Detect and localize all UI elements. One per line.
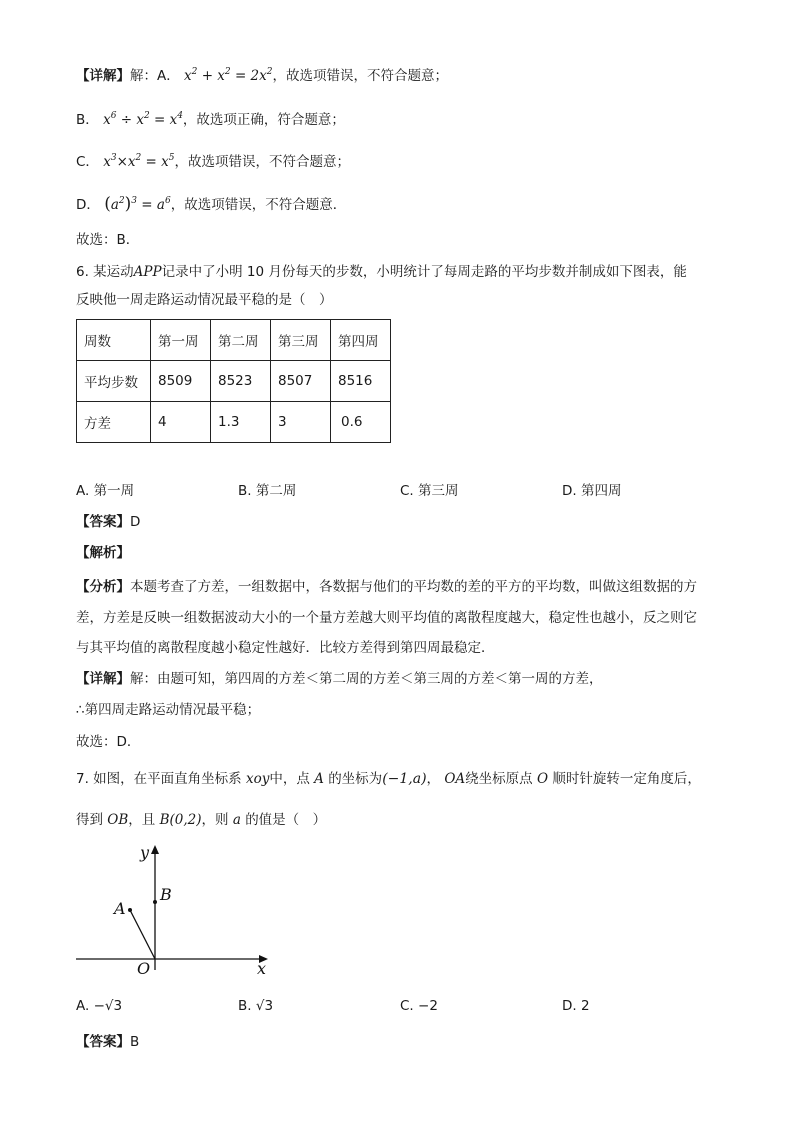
q7-option-a: A. −√3	[76, 998, 123, 1014]
q7-stem-2c: ，则	[201, 812, 229, 828]
y-axis-arrow-icon	[151, 845, 159, 854]
q7-stem-1e: 绕坐标原点	[465, 771, 533, 787]
fenxi-tag: 【分析】	[76, 579, 130, 595]
q6-analysis-line-2: 差，方差是反映一组数据波动大小的一个量方差越大则平均值的离散程度越大，稳定性也越小，反之则它	[76, 610, 697, 626]
q5-detail-line-d	[76, 194, 346, 215]
q6-detail-1: 解：由题可知，第四周的方差＜第二周的方差＜第三周的方差＜第一周的方差，	[130, 671, 603, 687]
q7-stem-1f: 顺时针旋转一定角度后，	[552, 771, 701, 787]
q7-option-c: C. −2	[400, 998, 438, 1014]
table-row	[77, 361, 391, 402]
answer-tag: 【答案】	[76, 514, 130, 530]
q6-analysis-1: 本题考查了方差，一组数据中，各数据与他们的平均数的差的平方的平均数，叫做这组数据的方	[130, 579, 697, 595]
q7-math-xoy: xoy	[245, 771, 270, 787]
q5-detail-line-c	[76, 152, 350, 172]
q6-stem-1a: 6. 某运动	[76, 264, 134, 280]
table-header-cell: 第二周	[211, 320, 271, 361]
q5-line-a-prefix: 解：A．	[130, 68, 180, 84]
q6-analysis-line-1	[76, 577, 697, 597]
q6-stem-app: APP	[133, 264, 162, 280]
y-axis-label: y	[140, 843, 150, 862]
q7-stem-1b: 中，点	[269, 771, 310, 787]
q7-math-oa: OA	[444, 771, 466, 787]
table-cell: 3	[271, 402, 331, 443]
q7-math-coord-a: (−1,a)	[382, 771, 427, 787]
q7-math-ob: OB	[107, 812, 129, 828]
q6-choose: 故选：D．	[76, 734, 141, 750]
q6-answer-line	[76, 512, 140, 532]
q5-formula-d: $(a^2)^3 = a^6$	[104, 194, 171, 214]
answer-tag: 【答案】	[76, 1034, 130, 1050]
q6-option-a: A. 第一周	[76, 483, 135, 499]
q7-stem-2b: ，且	[128, 812, 156, 828]
table-cell: 4	[151, 402, 211, 443]
q5-line-a-suffix: ，故选项错误，不符合题意；	[272, 68, 448, 84]
q6-answer: D	[130, 514, 141, 530]
table-header-cell: 第三周	[271, 320, 331, 361]
q5-line-c-prefix: C．	[76, 154, 99, 170]
q7-coordinate-figure	[70, 840, 290, 980]
q5-formula-c: $x^3\times x^2 = x^5$	[103, 153, 175, 170]
q5-line-c-suffix: ，故选项错误，不符合题意；	[174, 154, 351, 170]
q5-line-b-prefix: B．	[76, 112, 99, 128]
analysis-tag: 【解析】	[76, 545, 130, 561]
table-cell: 8507	[271, 361, 331, 402]
q5-line-d-suffix: ，故选项错误，不符合题意．	[170, 197, 347, 213]
table-row	[77, 320, 391, 361]
q7-math-a-point: A	[314, 771, 324, 787]
q6-steps-table	[76, 319, 391, 443]
table-header-cell: 第一周	[151, 320, 211, 361]
origin-label: O	[137, 959, 151, 978]
q7-math-o: O	[536, 771, 549, 787]
x-axis-label: x	[257, 959, 267, 978]
point-a-label: A	[114, 899, 126, 918]
q7-stem-line-2	[76, 810, 326, 830]
q7-stem-1c: 的坐标为	[328, 771, 383, 787]
point-b-label: B	[160, 885, 172, 904]
table-cell: 1.3	[211, 402, 271, 443]
table-row	[77, 402, 391, 443]
detail-tag: 【详解】	[76, 671, 130, 687]
q5-formula-b: $x^6 \div x^2 = x^4$	[103, 111, 183, 128]
table-cell: 8523	[211, 361, 271, 402]
table-cell: 8509	[151, 361, 211, 402]
q7-answer-line	[76, 1032, 139, 1052]
q6-option-c: C. 第三周	[400, 483, 459, 499]
q7-stem-line-1	[76, 769, 701, 789]
table-header-cell: 第四周	[331, 320, 391, 361]
segment-oa	[130, 910, 155, 959]
q7-answer: B	[130, 1034, 140, 1050]
q5-line-d-prefix: D．	[76, 197, 100, 213]
q6-stem-1b: 记录中了小明 10 月份每天的步数，小明统计了每周走路的平均步数并制成如下图表，能	[161, 264, 687, 280]
table-cell: 0.6	[331, 402, 391, 443]
table-cell: 8516	[331, 361, 391, 402]
q6-stem-line-1	[76, 262, 687, 282]
q7-stem-1d: ，	[426, 771, 441, 787]
q6-option-b: B. 第二周	[238, 483, 297, 499]
q7-option-d: D. 2	[562, 998, 590, 1014]
q5-detail-line-a	[76, 66, 448, 86]
q6-analysis-line-3: 与其平均值的离散程度越小稳定性越好．比较方差得到第四周最稳定．	[76, 640, 495, 656]
q6-detail-line-2: ∴第四周走路运动情况最平稳；	[76, 702, 261, 718]
table-cell: 平均步数	[77, 361, 151, 402]
q7-math-coord-b: B(0,2)	[159, 812, 202, 828]
point-a	[128, 908, 132, 912]
q5-formula-a: $x^2 + x^2 = 2x^2$	[184, 67, 273, 84]
point-b	[153, 900, 157, 904]
q7-math-a: a	[232, 812, 241, 828]
detail-tag: 【详解】	[76, 68, 130, 84]
q5-detail-line-b	[76, 110, 345, 130]
q6-option-d: D. 第四周	[562, 483, 622, 499]
q5-line-b-suffix: ，故选项正确，符合题意；	[182, 112, 345, 128]
q5-choose: 故选：B．	[76, 232, 140, 248]
q7-stem-1a: 7. 如图，在平面直角坐标系	[76, 771, 242, 787]
q7-stem-2a: 得到	[76, 812, 103, 828]
table-header-cell: 周数	[77, 320, 151, 361]
q6-detail-line-1	[76, 669, 603, 689]
q7-stem-2d: 的值是（ ）	[245, 812, 327, 828]
q6-stem-line-2: 反映他一周走路运动情况最平稳的是（ ）	[76, 292, 333, 308]
q7-option-b: B. √3	[238, 998, 274, 1014]
table-cell: 方差	[77, 402, 151, 443]
